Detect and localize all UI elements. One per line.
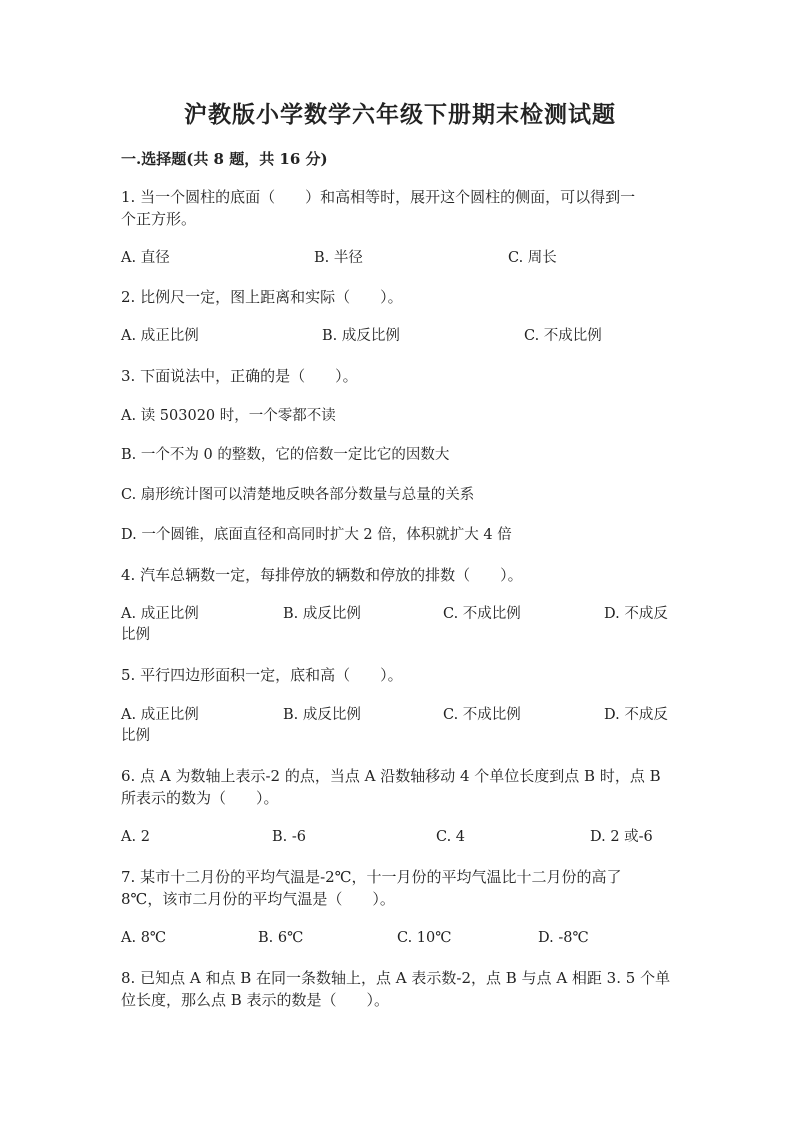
question-1-option-a: A. 直径 xyxy=(121,250,170,266)
question-6-option-b: B. -6 xyxy=(272,829,306,845)
question-5-option-c: C. 不成比例 xyxy=(443,707,521,723)
question-6-line-1: 6. 点 A 为数轴上表示-2 的点，当点 A 沿数轴移动 4 个单位长度到点 B 时，点 B xyxy=(121,767,661,785)
question-6-option-c: C. 4 xyxy=(436,829,466,845)
question-4-option-b: B. 成反比例 xyxy=(283,606,361,622)
question-3-option-c: C. 扇形统计图可以清楚地反映各部分数量与总量的关系 xyxy=(121,487,475,503)
question-4-line-1: 4. 汽车总辆数一定，每排停放的辆数和停放的排数（ ）。 xyxy=(121,566,523,584)
question-2-option-a: A. 成正比例 xyxy=(121,328,199,344)
question-7-option-d: D. -8℃ xyxy=(538,930,589,946)
question-4-option-d: D. 不成反 xyxy=(604,606,668,622)
question-6-option-d: D. 2 或-6 xyxy=(590,829,653,845)
question-4-option-c: C. 不成比例 xyxy=(443,606,521,622)
page-title: 沪教版小学数学六年级下册期末检测试题 xyxy=(184,101,616,128)
question-7-line-1: 7. 某市十二月份的平均气温是-2℃，十一月份的平均气温比十二月份的高了 xyxy=(121,868,622,886)
question-3-option-b: B. 一个不为 0 的整数，它的倍数一定比它的因数大 xyxy=(121,447,450,463)
question-5-line-1: 5. 平行四边形面积一定，底和高（ ）。 xyxy=(121,666,403,684)
question-1-line-1: 1. 当一个圆柱的底面（ ）和高相等时，展开这个圆柱的侧面，可以得到一 xyxy=(121,188,636,206)
question-8-line-2: 位长度，那么点 B 表示的数是（ ）。 xyxy=(121,991,390,1009)
question-1-option-b: B. 半径 xyxy=(314,250,363,266)
question-8-line-1: 8. 已知点 A 和点 B 在同一条数轴上，点 A 表示数-2，点 B 与点 A 相距 3. 5 个单 xyxy=(121,969,671,987)
question-5-option-d: D. 不成反 xyxy=(604,707,668,723)
section-heading: 一.选择题(共 8 题，共 16 分) xyxy=(121,150,328,168)
question-2-option-b: B. 成反比例 xyxy=(322,328,400,344)
question-7-option-c: C. 10℃ xyxy=(397,930,452,946)
question-4-option-d-wrap: 比例 xyxy=(121,627,150,643)
question-4-option-a: A. 成正比例 xyxy=(121,606,199,622)
question-2-option-c: C. 不成比例 xyxy=(524,328,602,344)
question-6-line-2: 所表示的数为（ ）。 xyxy=(121,789,279,807)
question-5-option-b: B. 成反比例 xyxy=(283,707,361,723)
question-1-line-2: 个正方形。 xyxy=(121,210,197,228)
question-5-option-d-wrap: 比例 xyxy=(121,728,150,744)
question-7-option-a: A. 8℃ xyxy=(121,930,167,946)
question-3-line-1: 3. 下面说法中，正确的是（ ）。 xyxy=(121,367,358,385)
question-6-option-a: A. 2 xyxy=(121,829,150,845)
question-7-option-b: B. 6℃ xyxy=(258,930,304,946)
question-7-line-2: 8℃，该市二月份的平均气温是（ ）。 xyxy=(121,890,395,908)
question-3-option-d: D. 一个圆锥，底面直径和高同时扩大 2 倍，体积就扩大 4 倍 xyxy=(121,527,512,543)
question-1-option-c: C. 周长 xyxy=(508,250,557,266)
question-3-option-a: A. 读 503020 时，一个零都不读 xyxy=(121,408,336,424)
question-2-line-1: 2. 比例尺一定，图上距离和实际（ ）。 xyxy=(121,288,403,306)
question-5-option-a: A. 成正比例 xyxy=(121,707,199,723)
